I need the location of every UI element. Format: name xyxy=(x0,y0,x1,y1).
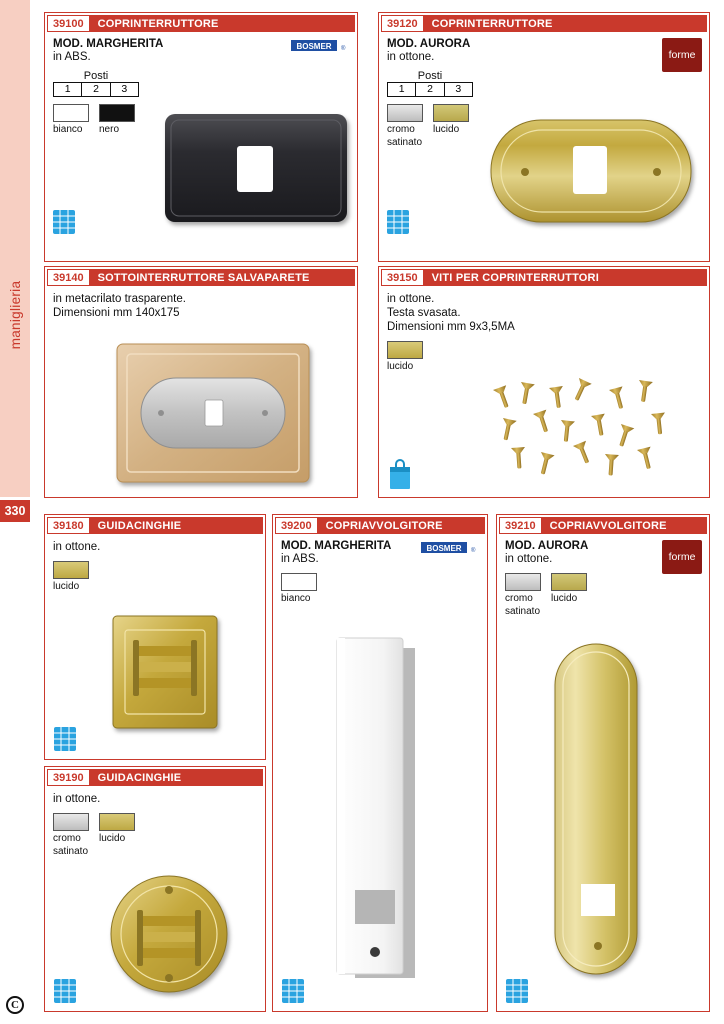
svg-text:®: ® xyxy=(471,548,476,554)
color-swatches xyxy=(53,561,257,592)
product-material: in ottone. xyxy=(505,553,553,565)
swatch xyxy=(99,104,135,135)
forme-logo xyxy=(662,38,702,72)
product-card-39180 xyxy=(44,514,266,760)
swatch-chip-bianco xyxy=(53,104,89,122)
color-swatches xyxy=(505,573,701,617)
posti-cell: 3 xyxy=(121,83,128,95)
product-material: in ottone. xyxy=(53,541,101,553)
card-header xyxy=(381,269,707,286)
swatch xyxy=(387,341,423,372)
product-code: 39100 xyxy=(48,16,90,31)
product-material: in ottone. xyxy=(387,51,435,63)
product-material: in ottone. xyxy=(53,793,101,805)
swatch-label-2: satinato xyxy=(387,137,423,148)
posti-label: Posti xyxy=(83,70,109,82)
product-model: MOD. AURORA xyxy=(387,38,471,50)
swatch-chip-lucido xyxy=(551,573,587,591)
product-code: 39180 xyxy=(48,518,90,533)
product-code: 39120 xyxy=(382,16,424,31)
swatch-label: cromo xyxy=(53,833,81,844)
blue-packaging-icon xyxy=(53,725,77,753)
swatch xyxy=(281,573,317,604)
bosmer-logo xyxy=(291,38,349,54)
blue-packaging-icon xyxy=(505,977,529,1005)
swatch-label: lucido xyxy=(99,833,126,844)
swatch-label: lucido xyxy=(433,124,460,135)
swatch-label: lucido xyxy=(551,593,578,604)
swatch-label: lucido xyxy=(53,581,80,592)
card-body xyxy=(273,534,487,1011)
product-image-39200 xyxy=(325,634,455,984)
swatch-label-2: satinato xyxy=(505,606,541,617)
product-image-39180 xyxy=(103,608,233,738)
swatch-chip-cromo-satinato xyxy=(53,813,89,831)
card-body xyxy=(379,286,709,497)
card-header xyxy=(275,517,485,534)
swatch-label: cromo xyxy=(505,593,533,604)
swatch-label: bianco xyxy=(53,124,83,135)
product-desc-line2: Dimensioni mm 140x175 xyxy=(53,307,180,319)
product-title: SOTTOINTERRUTTORE SALVAPARETE xyxy=(90,270,354,285)
product-title: GUIDACINGHIE xyxy=(90,518,262,533)
swatch-chip-lucido xyxy=(433,104,469,122)
page-number: 330 xyxy=(0,500,30,522)
card-header xyxy=(47,269,355,286)
card-header xyxy=(47,769,263,786)
product-image-39120 xyxy=(487,114,697,232)
swatch-chip-cromo-satinato xyxy=(387,104,423,122)
posti-cell: 2 xyxy=(82,83,110,96)
posti-table xyxy=(387,70,473,97)
swatch xyxy=(505,573,541,617)
product-model: MOD. AURORA xyxy=(505,540,589,552)
card-header xyxy=(47,15,355,32)
product-card-39210 xyxy=(496,514,710,1012)
swatch-label: lucido xyxy=(387,361,414,372)
product-image-39150 xyxy=(487,374,687,484)
product-desc-line2: Testa svasata. xyxy=(387,307,461,319)
posti-cell: 1 xyxy=(388,83,416,96)
blue-packaging-icon xyxy=(53,977,77,1005)
posti-cell: 2 xyxy=(416,83,444,96)
color-swatches xyxy=(281,573,479,604)
product-desc-line3: Dimensioni mm 9x3,5MA xyxy=(387,321,515,333)
forme-logo xyxy=(662,540,702,574)
swatch-label: cromo xyxy=(387,124,415,135)
card-body xyxy=(45,32,357,261)
swatch xyxy=(53,813,89,857)
product-code: 39140 xyxy=(48,270,90,285)
posti-row xyxy=(53,82,139,97)
forme-logo-text: forme xyxy=(668,551,696,563)
product-code: 39150 xyxy=(382,270,424,285)
swatch-chip-nero xyxy=(99,104,135,122)
product-title: VITI PER COPRINTERRUTTORI xyxy=(424,270,706,285)
card-header xyxy=(381,15,707,32)
product-image-39100 xyxy=(163,110,353,230)
product-image-39190 xyxy=(101,872,237,996)
bosmer-logo xyxy=(421,540,479,556)
product-code: 39190 xyxy=(48,770,90,785)
product-card-39150 xyxy=(378,266,710,498)
product-card-39120 xyxy=(378,12,710,262)
product-card-39100 xyxy=(44,12,358,262)
product-material: in ABS. xyxy=(281,553,319,565)
product-title: COPRIAVVOLGITORE xyxy=(542,518,706,533)
product-code: 39210 xyxy=(500,518,542,533)
product-title: GUIDACINGHIE xyxy=(90,770,262,785)
product-card-39190 xyxy=(44,766,266,1012)
card-header xyxy=(499,517,707,534)
swatch xyxy=(99,813,135,857)
svg-text:®: ® xyxy=(341,46,346,52)
product-material: in ABS. xyxy=(53,51,91,63)
color-swatches xyxy=(387,341,701,372)
blue-bag-icon xyxy=(387,459,413,491)
product-title: COPRINTERRUTTORE xyxy=(90,16,354,31)
swatch-chip-bianco xyxy=(281,573,317,591)
svg-text:BOSMER: BOSMER xyxy=(426,544,462,553)
product-title: COPRINTERRUTTORE xyxy=(424,16,706,31)
card-body xyxy=(379,32,709,261)
swatch-chip-cromo-satinato xyxy=(505,573,541,591)
swatch-label: bianco xyxy=(281,593,311,604)
posti-cell: 3 xyxy=(455,83,462,95)
card-body xyxy=(45,534,265,759)
swatch xyxy=(53,104,89,135)
posti-table xyxy=(53,70,139,97)
product-title: COPRIAVVOLGITORE xyxy=(318,518,484,533)
blue-packaging-icon xyxy=(52,208,76,236)
blue-packaging-icon xyxy=(281,977,305,1005)
publisher-logo: C xyxy=(6,996,24,1014)
forme-logo-text: forme xyxy=(668,49,696,61)
product-desc-line1: in metacrilato trasparente. xyxy=(53,293,186,305)
posti-cell: 1 xyxy=(54,83,82,96)
sidebar-category-text: maniglieria xyxy=(7,280,23,350)
product-model: MOD. MARGHERITA xyxy=(53,38,164,50)
card-header xyxy=(47,517,263,534)
swatch-chip-lucido xyxy=(99,813,135,831)
posti-label: Posti xyxy=(417,70,443,82)
swatch xyxy=(387,104,423,148)
blue-packaging-icon xyxy=(386,208,410,236)
svg-text:BOSMER: BOSMER xyxy=(296,42,332,51)
card-body xyxy=(45,786,265,1011)
product-image-39210 xyxy=(543,638,663,983)
card-body xyxy=(45,286,357,497)
swatch-chip-lucido xyxy=(387,341,423,359)
swatch-label-2: satinato xyxy=(53,846,89,857)
product-card-39200 xyxy=(272,514,488,1012)
card-body xyxy=(497,534,709,1011)
color-swatches xyxy=(53,813,257,857)
product-image-39140 xyxy=(113,338,313,488)
swatch xyxy=(53,561,89,592)
swatch-chip-lucido xyxy=(53,561,89,579)
posti-row xyxy=(387,82,473,97)
sidebar-category-label xyxy=(0,182,30,448)
product-model: MOD. MARGHERITA xyxy=(281,540,392,552)
left-sidebar xyxy=(0,0,34,1024)
product-card-39140 xyxy=(44,266,358,498)
product-desc-line1: in ottone. xyxy=(387,293,435,305)
swatch xyxy=(433,104,469,148)
swatch xyxy=(551,573,587,617)
swatch-label: nero xyxy=(99,124,120,135)
product-code: 39200 xyxy=(276,518,318,533)
